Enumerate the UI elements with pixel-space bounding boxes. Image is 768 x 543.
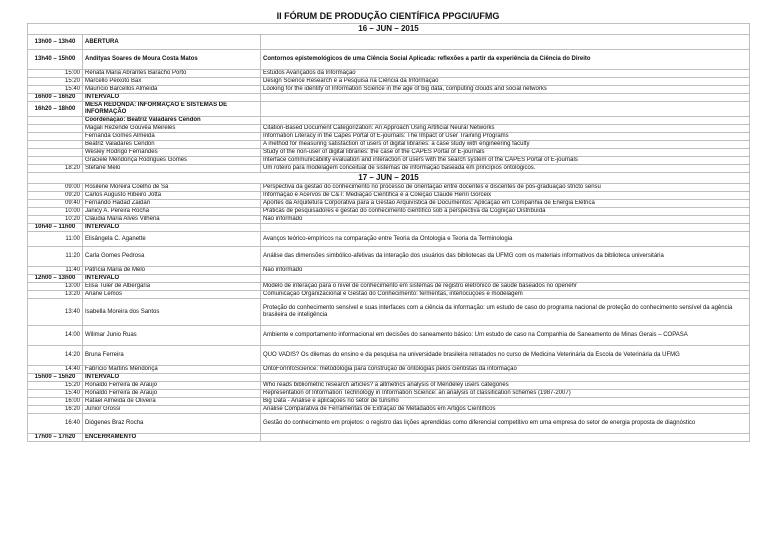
time-cell: 10h40 – 11h00 [28,224,83,232]
schedule-row [28,86,750,94]
talk-cell: Proteção do conhecimento sensível e suas interfaces com a ciência da informação: um estudo de caso do programa nacional de proteção do conhecimento sensível da agência brasileira de inteligência [261,299,750,326]
talk-cell: Práticas de pesquisadores e gestão do conhecimento científico sob a perspectiva da Cognição Distribuída [261,208,750,216]
speaker-cell: INTERVALO [83,374,261,382]
speaker-cell: Patrícia Maria de Melo [83,267,261,275]
schedule-row [28,382,750,390]
time-cell: 18:20 [28,165,83,173]
time-cell: 13:20 [28,291,83,299]
schedule-row [28,35,750,50]
schedule-row [28,224,750,232]
talk-cell: Interface communicability evaluation and interaction of users with the search system of the CAPES Portal of E-journals [261,157,750,165]
speaker-cell: ENCERRAMENTO [83,434,261,442]
speaker-cell: Elisângela C. Aganette [83,232,261,247]
talk-cell: Big Data - Análise e aplicações no setor de turismo [261,398,750,406]
speaker-cell: Beatriz Valadares Cendón [83,141,261,149]
speaker-cell: Isabella Moreira dos Santos [83,299,261,326]
talk-cell: Estudos Avançados da Informação [261,70,750,78]
schedule-row [28,414,750,434]
schedule-row [28,275,750,283]
talk-cell [261,275,750,283]
speaker-cell: Cláudia Maria Alves Vilhena [83,216,261,224]
talk-cell [261,102,750,117]
speaker-cell: Fernanda Gomes Almeida [83,133,261,141]
time-cell: 16:40 [28,414,83,434]
talk-cell: Análise das dimensões simbólico-afetivas da interação dos usuários das bibliotecas da UFMG com os materiais informativos da biblioteca universitária [261,247,750,267]
schedule-row [28,247,750,267]
speaker-cell: Carlos Augusto Ribeiro Jotta [83,192,261,200]
time-cell: 09:20 [28,192,83,200]
time-cell: 13h40 – 15h00 [28,50,83,70]
date-row [28,24,750,35]
schedule-row [28,157,750,165]
time-cell: 11:40 [28,267,83,275]
time-cell: 15:40 [28,390,83,398]
schedule-row [28,117,750,125]
schedule-row [28,366,750,374]
schedule-row [28,406,750,414]
time-cell: 14:40 [28,366,83,374]
talk-cell: Looking for the identity of Information Science in the age of big data, computing clouds and social networks [261,86,750,94]
time-cell [28,149,83,157]
talk-cell: Contornos epistemológicos de uma Ciência Social Aplicada: reflexões a partir da experiência da Ciência do Direito [261,50,750,70]
speaker-cell: Fabrício Martins Mendonça [83,366,261,374]
speaker-cell: INTERVALO [83,94,261,102]
page-title: II FÓRUM DE PRODUÇÃO CIENTÍFICA PPGCI/UFMG [276,11,500,21]
speaker-cell: Rafael Almeida de Oliveira [83,398,261,406]
schedule-row [28,398,750,406]
schedule-row [28,374,750,382]
time-cell: 15:20 [28,78,83,86]
schedule-row [28,133,750,141]
time-cell: 16:00 [28,398,83,406]
time-cell [28,133,83,141]
date-day2: 17 – JUN – 2015 [28,173,750,184]
talk-cell [261,224,750,232]
schedule-row [28,192,750,200]
schedule-row [28,78,750,86]
time-cell: 11:00 [28,232,83,247]
speaker-cell: Stefane Melo [83,165,261,173]
talk-cell [261,117,750,125]
schedule-row [28,434,750,442]
schedule-row [28,232,750,247]
talk-cell: Avanços teórico-empíricos na comparação entre Teoria da Ontologia e Teoria da Terminologia [261,232,750,247]
schedule-row [28,50,750,70]
schedule-row [28,200,750,208]
schedule-row [28,184,750,192]
schedule-row [28,125,750,133]
talk-cell: Modelo de interação para o nível de conhecimento em sistemas de registro eletrônico de saúde baseados no openehr [261,283,750,291]
speaker-cell: Coordenação: Beatriz Valadares Cendón [83,117,261,125]
talk-cell: Informação e Acervos de C&T: Mediação Científica e a Coleção Claude Henri Gorceix [261,192,750,200]
time-cell [28,157,83,165]
time-cell [28,141,83,149]
schedule-row [28,346,750,366]
schedule-row [28,326,750,346]
time-cell: 16:20 [28,406,83,414]
schedule-row [28,94,750,102]
speaker-cell: Renata Maria Abrantes Baracho Porto [83,70,261,78]
schedule-row [28,283,750,291]
schedule-row [28,299,750,326]
speaker-cell: Carla Gomes Pedrosa [83,247,261,267]
schedule-table [27,23,750,442]
speaker-cell: Marcello Peixoto Bax [83,78,261,86]
date-row [28,173,750,184]
talk-cell: Study of the non-user of digital libraries: the case of the CAPES Portal of E-journals [261,149,750,157]
time-cell: 15h00 – 15h20 [28,374,83,382]
time-cell: 11:20 [28,247,83,267]
schedule-row [28,216,750,224]
talk-cell: Comunicação Organizacional e Gestão do Conhecimento: fermentas, interlocuções e modelagem [261,291,750,299]
speaker-cell: Rosilene Moreira Coelho de Sá [83,184,261,192]
speaker-cell: Elisa Tuler de Albergaria [83,283,261,291]
talk-cell: OntoForInfoScience: metodologia para construção de ontologias pelos cientistas da informação [261,366,750,374]
time-cell: 16h00 – 16h20 [28,94,83,102]
time-cell: 09:40 [28,200,83,208]
time-cell: 13h00 – 13h40 [28,35,83,50]
time-cell: 13:40 [28,299,83,326]
schedule-row [28,141,750,149]
time-cell: 16h20 – 18h00 [28,102,83,117]
time-cell: 10:20 [28,216,83,224]
speaker-cell: Bruna Ferreira [83,346,261,366]
talk-cell: Who reads bibliometric research articles? a altmetrics analysis of Mendeley users categories [261,382,750,390]
speaker-cell: Magali Rezende Gouvêa Meireles [83,125,261,133]
talk-cell: Aportes da Arquitetura Corporativa para a Gestão Arquivística de Documentos: Aplicação em Companhia de Energia Elétrica [261,200,750,208]
schedule-row [28,149,750,157]
speaker-cell: Ronaldo Ferreira de Araújo [83,382,261,390]
talk-cell [261,35,750,50]
time-cell [28,125,83,133]
talk-cell: Representation of Information Technology in Information Science: an analysis of classification schemes (1987-2007) [261,390,750,398]
date-day1: 16 – JUN – 2015 [28,24,750,35]
talk-cell [261,94,750,102]
talk-cell: Ambiente e comportamento informacional em decisões do saneamento básico: Um estudo de caso na Companhia de Saneamento de Minas Gerais – COPASA [261,326,750,346]
talk-cell: Citation-Based Document Categorization: An Approach Using Artificial Neural Networks [261,125,750,133]
talk-cell: Perspectiva da gestão do conhecimento no processo de orientação entre docentes e discentes de pós-graduação stricto sensu [261,184,750,192]
time-cell: 14:00 [28,326,83,346]
schedule-sheet [27,11,749,442]
schedule-row [28,390,750,398]
talk-cell: Gestão do conhecimento em projetos: o registro das lições aprendidas como diferencial competitivo em uma empresa do setor de energia proposta de diagnóstico [261,414,750,434]
speaker-cell: ABERTURA [83,35,261,50]
time-cell: 17h00 – 17h20 [28,434,83,442]
schedule-row [28,70,750,78]
speaker-cell: Janicy A. Pereira Rocha [83,208,261,216]
time-cell: 15:20 [28,382,83,390]
talk-cell: Um roteiro para modelagem conceitual de sistemas de informação baseada em princípios ontológicos. [261,165,750,173]
schedule-row [28,267,750,275]
speaker-cell: Ariane Lemos [83,291,261,299]
time-cell: 15:00 [28,70,83,78]
time-cell: 14:20 [28,346,83,366]
talk-cell: Não informado [261,267,750,275]
talk-cell: Não informado [261,216,750,224]
speaker-cell: Maurício Barcellos Almeida [83,86,261,94]
talk-cell [261,374,750,382]
speaker-cell: Wilimar Junio Ruas [83,326,261,346]
speaker-cell: MESA REDONDA: INFORMAÇÃO E SISTEMAS DE INFORMAÇÃO [83,102,261,117]
time-cell: 13:00 [28,283,83,291]
speaker-cell: Ronaldo Ferreira de Araújo [83,390,261,398]
talk-cell: QUO VADIS? Os dilemas do ensino e da pesquisa na universidade brasileira retratados no curso de Medicina Veterinária da Escola de Veterinária da UFMG [261,346,750,366]
speaker-cell: Fernando Hadad Zaidan [83,200,261,208]
speaker-cell: Junior Grossi [83,406,261,414]
schedule-row [28,102,750,117]
speaker-cell: INTERVALO [83,275,261,283]
talk-cell: Análise Comparativa de Ferramentas de Extração de Metadados em Artigos Científicos [261,406,750,414]
talk-cell: A method for measuring satisfaction of users of digital libraries: a case study with engineering faculty [261,141,750,149]
speaker-cell: Wesley Rodrigo Fernandes [83,149,261,157]
time-cell: 15:40 [28,86,83,94]
talk-cell: Information Literacy in the Capes Portal of E-journals: The Impact of User Training Programs [261,133,750,141]
speaker-cell: Diógenes Braz Rocha [83,414,261,434]
schedule-row [28,165,750,173]
time-cell: 10:00 [28,208,83,216]
schedule-row [28,291,750,299]
time-cell: 12h00 – 13h00 [28,275,83,283]
time-cell [28,117,83,125]
talk-cell: Design Science Research e a Pesquisa na Ciência da Informação [261,78,750,86]
talk-cell [261,434,750,442]
time-cell: 09:00 [28,184,83,192]
schedule-row [28,208,750,216]
speaker-cell: Andityas Soares de Moura Costa Matos [83,50,261,70]
speaker-cell: Graciele Mendonça Rodrigues Gomes [83,157,261,165]
speaker-cell: INTERVALO [83,224,261,232]
